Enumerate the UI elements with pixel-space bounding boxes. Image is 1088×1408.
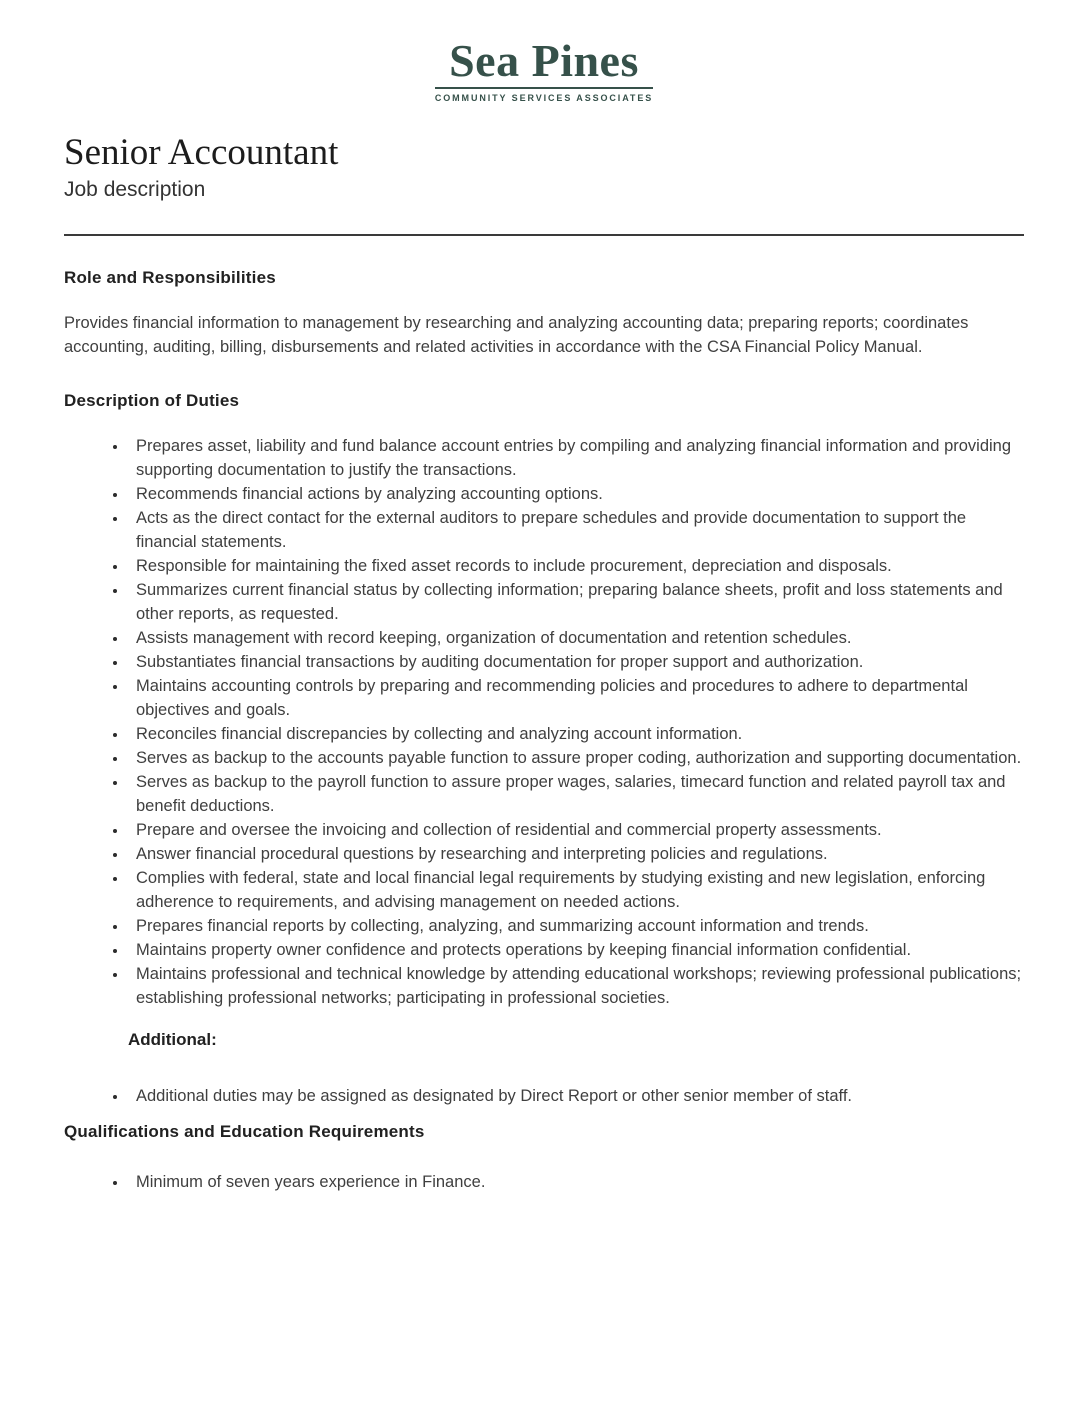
list-item: • Acts as the direct contact for the external auditors to prepare schedules and provide documentation to support the financial statements. (128, 506, 1024, 554)
role-description-paragraph: Provides financial information to management by researching and analyzing accounting data; preparing reports; coordinates accounting, auditing, billing, disbursements and related activities in accordance with the CSA Financial Policy Manual. (64, 313, 969, 356)
list-item: • Minimum of seven years experience in Finance. (128, 1170, 1024, 1194)
list-item: • Serves as backup to the accounts payable function to assure proper coding, authorization and supporting documentation. (128, 746, 1024, 770)
list-item: • Recommends financial actions by analyzing accounting options. (128, 482, 1024, 506)
list-item: • Substantiates financial transactions by auditing documentation for proper support and authorization. (128, 650, 1024, 674)
section-heading-role: Role and Responsibilities (64, 267, 276, 287)
company-logo (434, 35, 654, 103)
list-item: • Summarizes current financial status by collecting information; preparing balance sheets, profit and loss statements and other reports, as requested. (128, 578, 1024, 626)
list-item: • Maintains professional and technical knowledge by attending educational workshops; reviewing professional publications; establishing professional networks; participating in professional societies. (128, 962, 1024, 1010)
list-item: • Complies with federal, state and local financial legal requirements by studying existing and new legislation, enforcing adherence to requirements, and advising management on needed actions. (128, 866, 1024, 914)
additional-duties-list (64, 1084, 1024, 1108)
page-subtitle: Job description (64, 177, 206, 201)
section-heading-duties: Description of Duties (64, 390, 240, 410)
header-divider (64, 234, 1024, 236)
list-item: • Prepare and oversee the invoicing and collection of residential and commercial property assessments. (128, 818, 1024, 842)
list-item: • Responsible for maintaining the fixed asset records to include procurement, depreciation and disposals. (128, 554, 1024, 578)
list-item: • Prepares financial reports by collecting, analyzing, and summarizing account information and trends. (128, 914, 1024, 938)
list-item: • Assists management with record keeping, organization of documentation and retention schedules. (128, 626, 1024, 650)
logo-brand-name: Sea Pines (449, 35, 639, 86)
sub-heading-additional: Additional: (128, 1029, 217, 1049)
list-item: • Additional duties may be assigned as designated by Direct Report or other senior member of staff. (128, 1084, 1024, 1108)
list-item: • Maintains property owner confidence and protects operations by keeping financial information confidential. (128, 938, 1024, 962)
logo-tagline: COMMUNITY SERVICES ASSOCIATES (434, 93, 654, 103)
logo-divider (435, 87, 653, 89)
list-item: • Prepares asset, liability and fund balance account entries by compiling and analyzing financial information and providing supporting documentation to justify the transactions. (128, 434, 1024, 482)
page-title: Senior Accountant (64, 132, 339, 173)
list-item: • Reconciles financial discrepancies by collecting and analyzing account information. (128, 722, 1024, 746)
duties-list (64, 434, 1024, 1010)
list-item: • Serves as backup to the payroll function to assure proper wages, salaries, timecard function and related payroll tax and benefit deductions. (128, 770, 1024, 818)
qualifications-list (64, 1170, 1024, 1194)
list-item: • Maintains accounting controls by preparing and recommending policies and procedures to adhere to departmental objectives and goals. (128, 674, 1024, 722)
list-item: • Answer financial procedural questions by researching and interpreting policies and regulations. (128, 842, 1024, 866)
section-heading-qualifications: Qualifications and Education Requirements (64, 1121, 425, 1141)
